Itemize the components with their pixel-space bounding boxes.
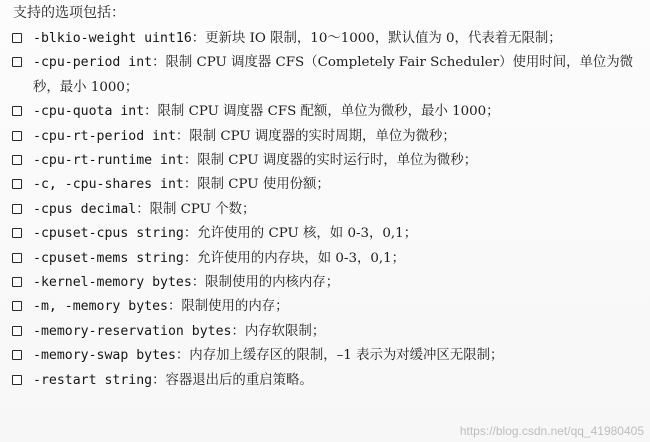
option-flag: -restart string [33,372,153,388]
option-text [33,247,643,271]
option-description: ：限制 CPU 调度器 CFS（Completely Fair Scheduler）使用时间，单位为微秒，最小 1000； [33,55,634,95]
list-item [11,247,643,271]
checkbox-icon [12,253,22,263]
option-description: ：更新块 IO 限制，10～1000，默认值为 0，代表着无限制； [191,31,562,46]
checkbox-icon [12,131,22,141]
checkbox-icon [12,106,22,116]
option-flag: -kernel-memory bytes [33,275,192,291]
option-text [33,271,643,295]
list-item [11,222,643,246]
option-text [33,100,643,124]
option-text [33,344,643,368]
watermark-url: https://blog.csdn.net/qq_41980405 [459,424,644,438]
option-description: ：限制 CPU 使用份额； [183,177,330,193]
option-description: ：容器退出后的重启策略。 [152,372,313,388]
list-item [11,344,643,368]
list-item [11,125,643,149]
checkbox-icon [12,301,22,311]
option-flag: -cpuset-cpus string [33,226,184,242]
checkbox-icon [12,155,22,165]
list-item [11,173,643,197]
option-flag: -cpu-period int [33,55,153,71]
option-description: ：限制 CPU 调度器的实时周期，单位为微秒； [175,128,456,144]
list-item [11,369,643,393]
list-item [11,27,643,51]
option-flag: -blkio-weight uint16 [33,31,192,46]
option-text [33,51,643,100]
option-flag: -memory-swap bytes [33,348,176,364]
list-item [11,320,643,344]
checkbox-icon [12,57,22,67]
list-item [11,149,643,173]
option-text [33,222,643,246]
list-item [11,100,643,124]
checkbox-icon [12,204,22,214]
option-flag: -c, -cpu-shares int [33,177,184,193]
checkbox-icon [12,228,22,238]
checkbox-icon [12,179,22,189]
option-description: ：允许使用的内存块，如 0-3，0,1； [183,250,406,266]
option-text [33,173,643,197]
option-description: ：允许使用的 CPU 核，如 0-3，0,1； [183,226,418,242]
list-item [11,295,643,319]
option-flag: -m, -memory bytes [33,299,168,315]
option-description: ：限制 CPU 调度器的实时运行时，单位为微秒； [183,153,478,169]
option-description: ：内存软限制； [231,323,326,339]
list-item [11,51,643,100]
option-description: ：限制 CPU 调度器 CFS 配额，单位为微秒，最小 1000； [144,104,500,120]
option-flag: -cpus decimal [33,201,137,217]
option-list [11,27,643,393]
option-description: ：限制使用的内核内存； [191,275,340,291]
checkbox-icon [12,326,22,336]
option-text [33,149,643,173]
list-item [11,271,643,295]
option-description: ：限制 CPU 个数； [136,201,256,217]
checkbox-icon [12,277,22,287]
option-text [33,125,643,149]
option-description: ：内存加上缓存区的限制，–1 表示为对缓冲区无限制； [175,348,504,364]
list-item [11,198,643,222]
checkbox-icon [12,33,22,43]
option-text [33,320,643,344]
option-description: ：限制使用的内存； [167,299,289,315]
option-text [33,369,643,393]
option-flag: -cpuset-mems string [33,250,184,266]
option-text [33,198,643,222]
option-flag: -memory-reservation bytes [33,323,232,339]
option-flag: -cpu-rt-period int [33,128,176,144]
checkbox-icon [12,350,22,360]
option-text [33,295,643,319]
option-text [33,27,643,51]
option-flag: -cpu-rt-runtime int [33,153,184,169]
intro-text: 支持的选项包括： [13,5,125,21]
option-flag: -cpu-quota int [33,104,145,120]
checkbox-icon [12,375,22,385]
